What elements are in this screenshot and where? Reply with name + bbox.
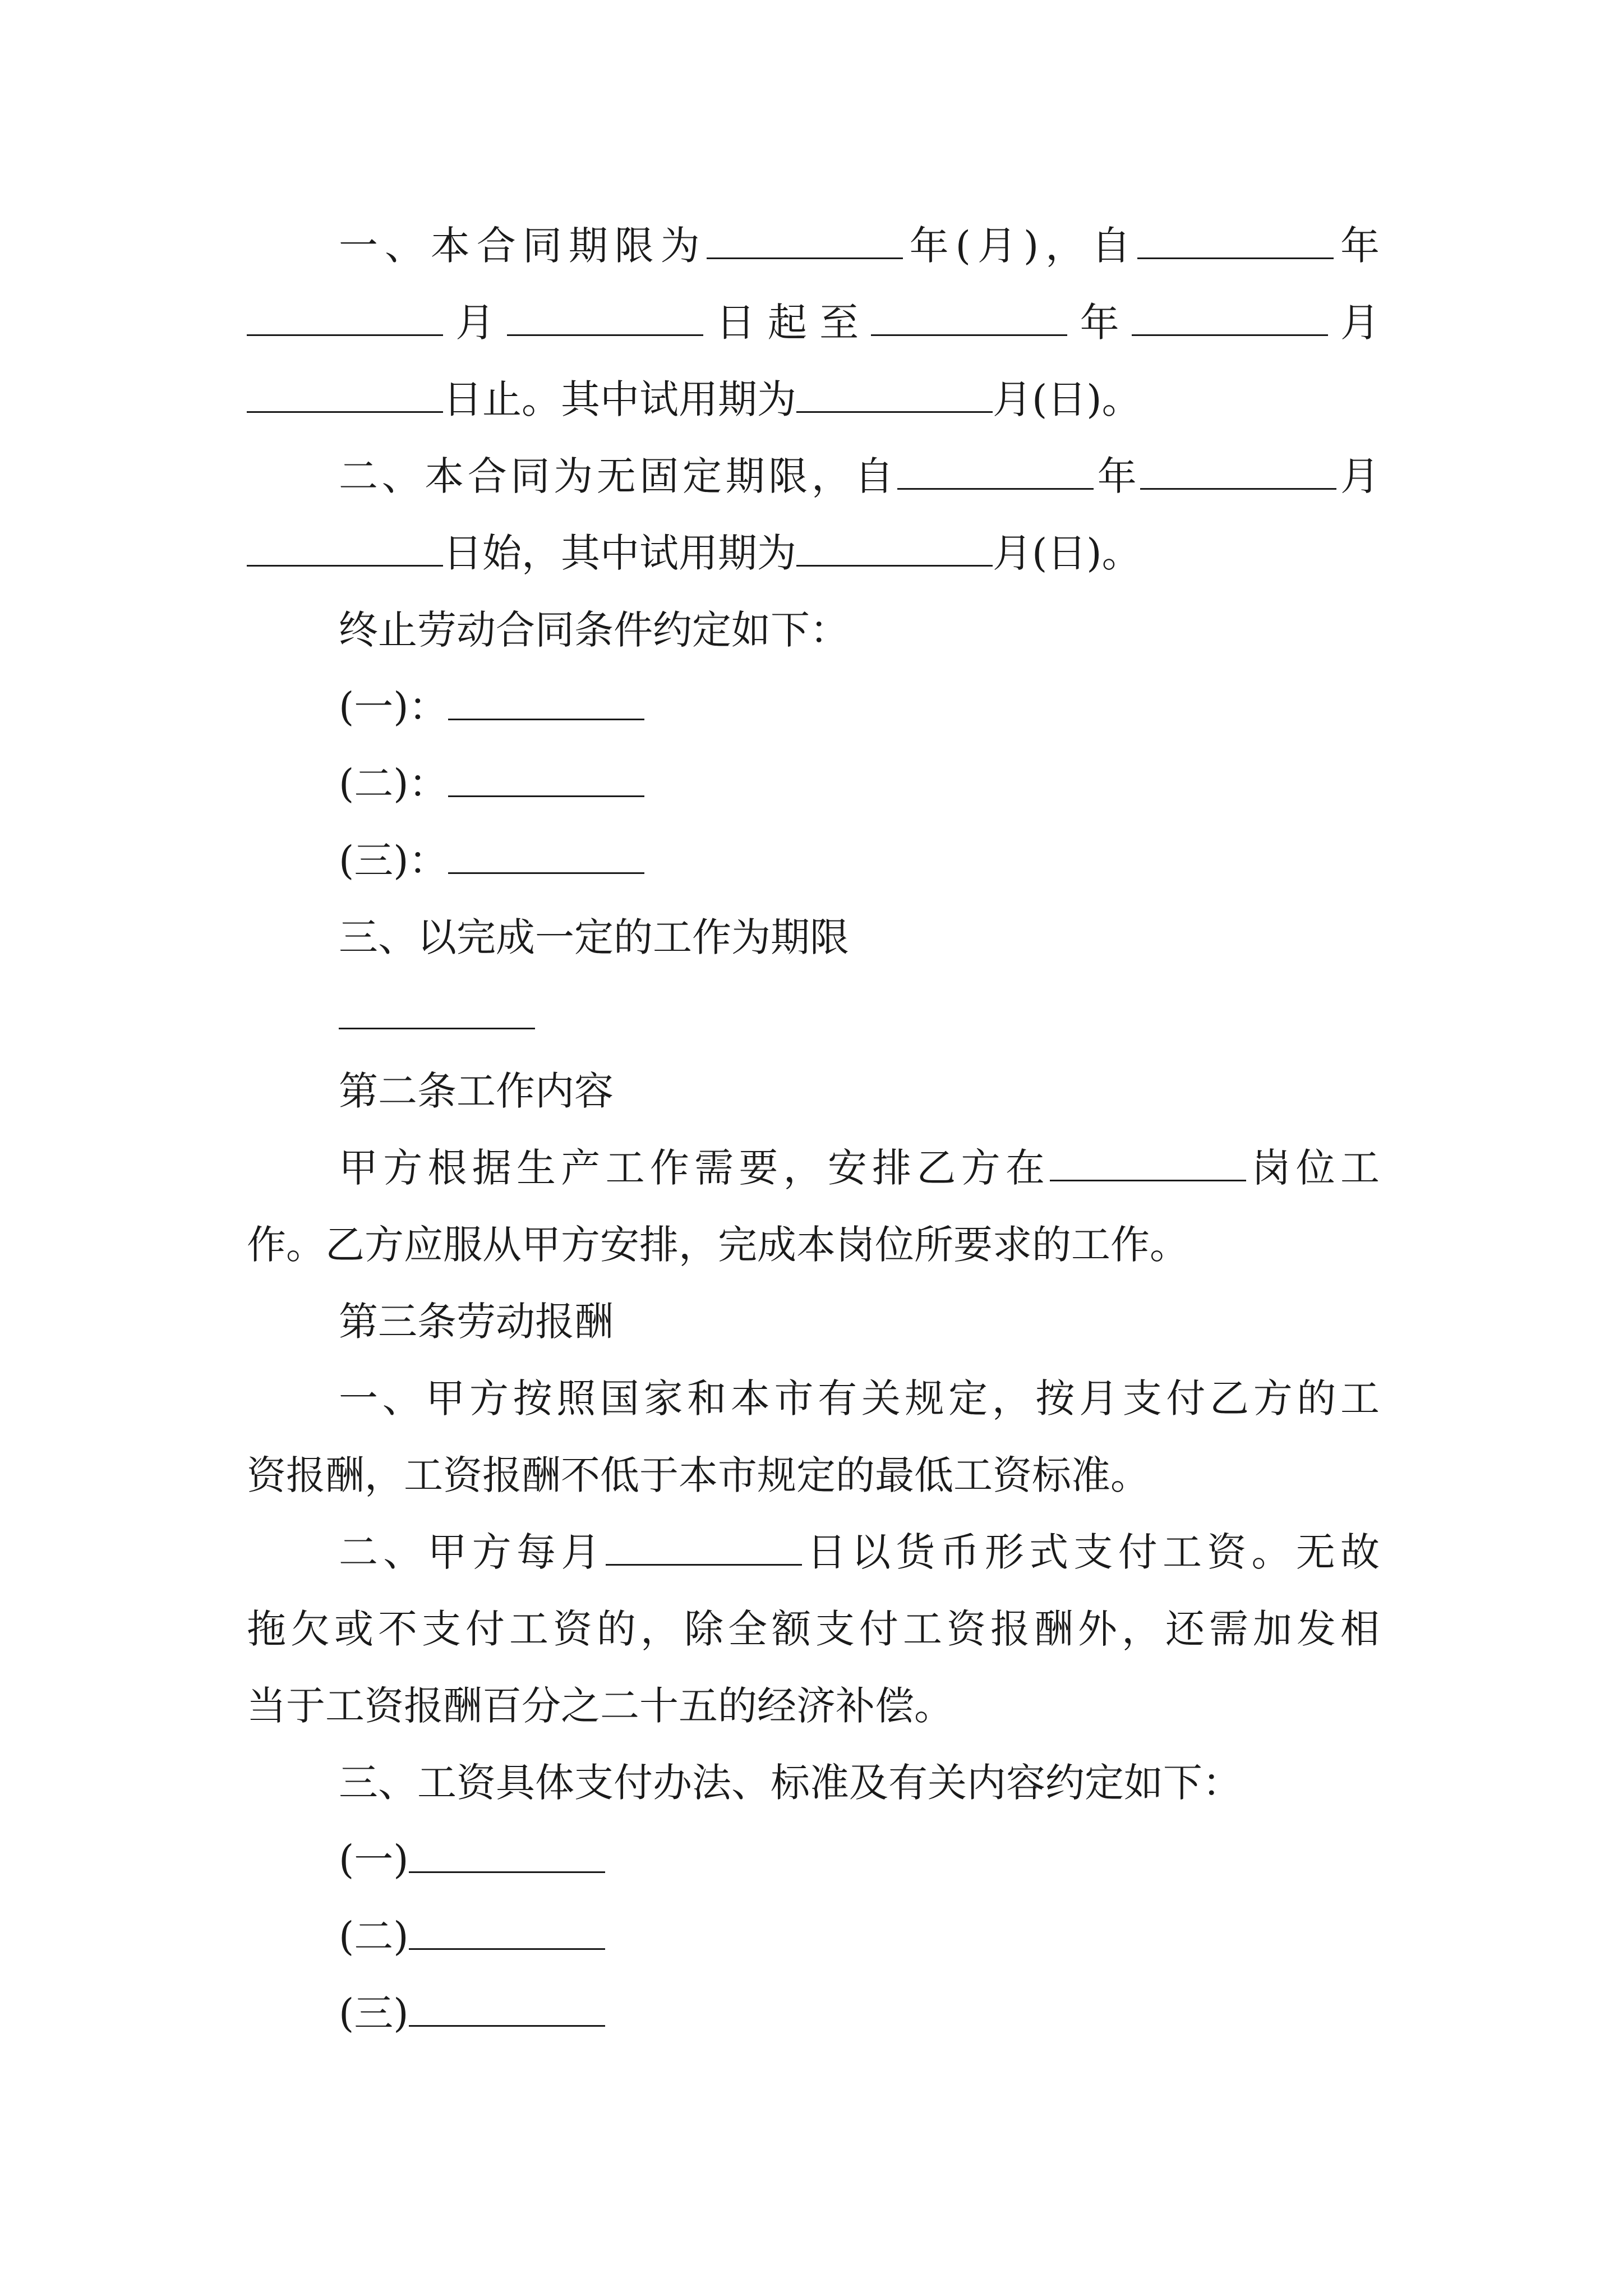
blank-field [1132,300,1328,336]
payment-item-2 [339,1898,1380,1975]
clause-2-term-line-2 [247,514,1380,592]
text-segment: (三) [339,1990,409,2036]
text-segment: 一、本合同期限为 [339,223,707,269]
text-segment: 日以货币形式支付工资。无故 [801,1529,1380,1575]
blank-field [448,684,644,720]
blank-field [1137,223,1334,259]
text-segment: 日止。其中试用期为 [443,376,796,422]
blank-field [796,376,993,413]
text-segment: 第二条工作内容 [339,1068,614,1114]
text-segment: (三)： [339,838,448,884]
article-3-clause-2-line-3 [247,1667,1380,1745]
termination-item-3 [339,822,1380,899]
article-3-heading [339,1283,1380,1360]
text-segment: 年 [1334,223,1380,269]
text-segment: 终止劳动合同条件约定如下： [339,607,849,653]
blank-field [796,530,993,567]
text-segment: 年 [1067,300,1132,346]
blank-field [409,1837,605,1873]
payment-item-1 [339,1821,1380,1898]
article-3-clause-1-line-1 [339,1360,1380,1437]
text-segment: 月 [1336,453,1380,499]
text-segment: (二) [339,1913,409,1959]
text-segment: 一、甲方按照国家和本市有关规定，按月支付乙方的工 [339,1375,1380,1421]
blank-field [707,223,903,259]
text-segment: 月(日)。 [993,530,1141,576]
text-segment: 拖欠或不支付工资的，除全额支付工资报酬外，还需加发相 [247,1606,1380,1652]
clause-3-task-term [339,899,1380,976]
text-segment: 三、以完成一定的工作为期限 [339,914,849,960]
text-segment: 三、工资具体支付办法、标准及有关内容约定如下： [339,1760,1242,1806]
blank-field [606,1529,802,1566]
text-segment: 年(月)，自 [902,223,1138,269]
clause-1-term-line-3 [247,361,1380,438]
text-segment: 月 [1327,300,1380,346]
text-segment: (一) [339,1837,409,1883]
text-segment: 二、本合同为无固定期限，自 [339,453,898,499]
text-segment: 当于工资报酬百分之二十五的经济补偿。 [247,1683,953,1729]
blank-field [1140,453,1336,490]
termination-conditions-heading [339,591,1380,669]
article-2-heading [339,1052,1380,1130]
blank-field [339,1028,535,1029]
blank-field [871,300,1067,336]
article-3-clause-1-line-2 [247,1437,1380,1514]
termination-item-1 [339,668,1380,746]
text-segment: 甲方根据生产工作需要，安排乙方在 [339,1145,1050,1191]
blank-field [409,1913,605,1950]
text-segment: 年 [1094,453,1141,499]
blank-field [409,1990,605,2027]
text-segment: 日起至 [703,300,872,346]
text-segment: 资报酬，工资报酬不低于本市规定的最低工资标准。 [247,1452,1150,1498]
clause-1-term-line-1 [339,207,1380,284]
article-2-body-line-2 [247,1206,1380,1283]
clause-2-term-line-1 [339,438,1380,515]
text-segment: (一)： [339,684,448,730]
termination-item-2 [339,745,1380,822]
blank-field [448,838,644,874]
article-3-clause-2-line-2 [247,1590,1380,1668]
blank-field [247,300,443,336]
text-segment: 岗位工 [1246,1145,1380,1191]
blank-field [448,761,644,797]
text-segment: 日始，其中试用期为 [443,530,796,576]
blank-field [247,376,443,413]
article-3-clause-2-line-1 [339,1513,1380,1591]
article-3-clause-3-heading [339,1744,1380,1821]
text-segment: 二、甲方每月 [339,1529,606,1575]
blank-field [1050,1145,1246,1181]
clause-1-term-line-2 [247,284,1380,361]
text-segment: 月 [443,300,508,346]
blank-field [507,300,703,336]
text-segment: 作。乙方应服从甲方安排，完成本岗位所要求的工作。 [247,1222,1189,1268]
payment-item-3 [339,1975,1380,2052]
blank-field [247,530,443,567]
text-segment: 月(日)。 [993,376,1141,422]
blank-field [897,453,1094,490]
text-segment: (二)： [339,761,448,807]
text-segment: 第三条劳动报酬 [339,1299,614,1345]
article-2-body-line-1 [339,1129,1380,1207]
